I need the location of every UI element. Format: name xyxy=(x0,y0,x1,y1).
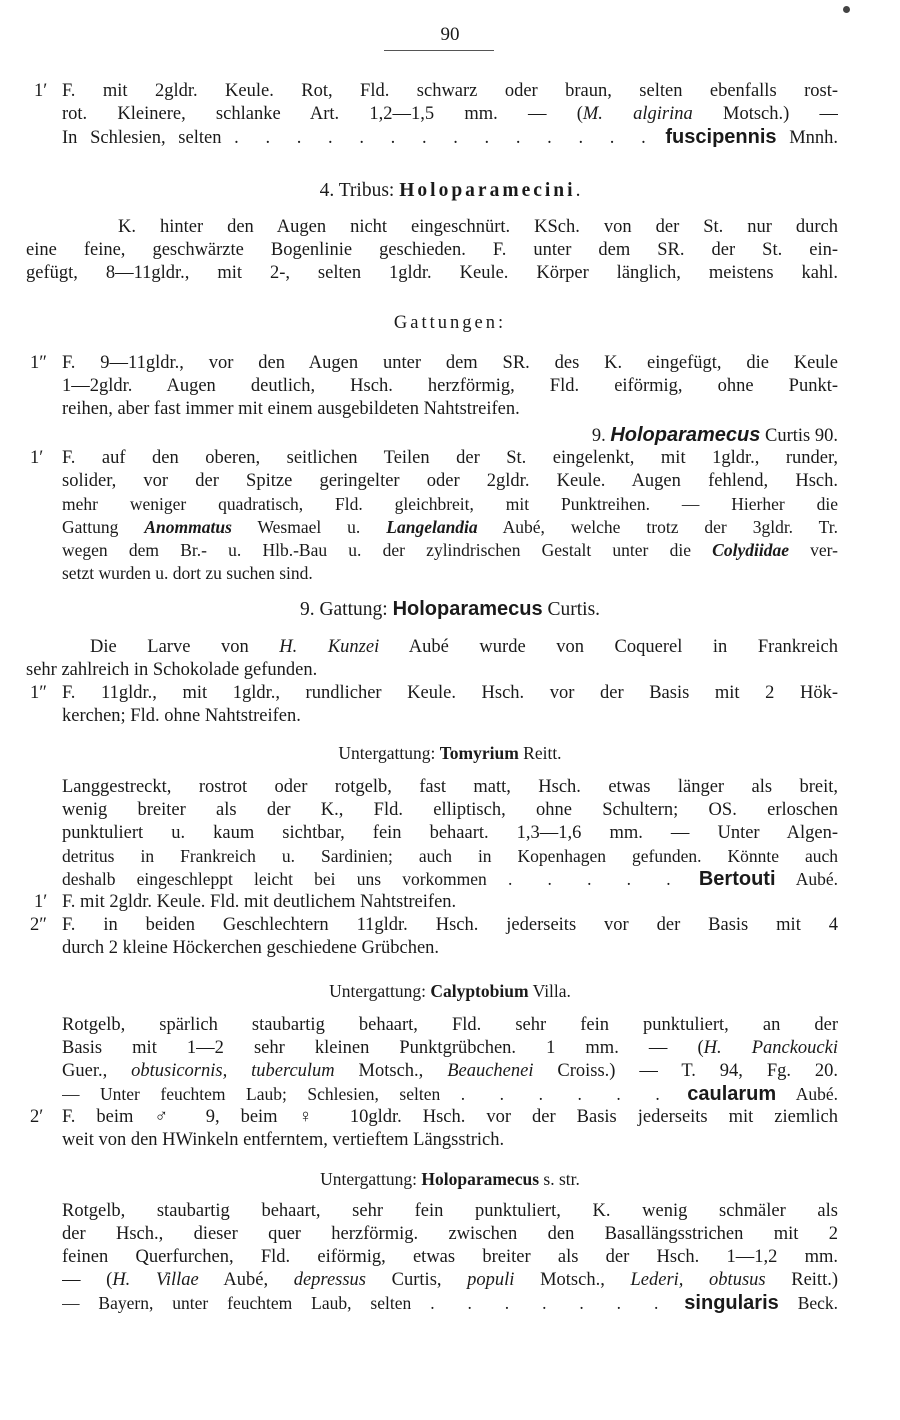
subgenus-heading: Untergattung: Tomyrium Reitt. xyxy=(338,743,562,763)
text-line: Rotgelb, staubartig behaart, sehr fein punktuliert, K. wenig schmäler als xyxy=(62,1201,838,1221)
key-marker: 2′ xyxy=(30,1107,44,1127)
text-line: Guer., obtusicornis, tuberculum Motsch., Beauchenei Croiss.) — T. 94, Fg. 20. xyxy=(62,1061,838,1081)
text-line: reihen, aber fast immer mit einem ausgebildeten Nahtstreifen. xyxy=(62,399,520,419)
ink-speck xyxy=(843,6,850,13)
text-line: Langgestreckt, rostrot oder rotgelb, fast matt, Hsch. etwas länger als breit, xyxy=(62,777,838,797)
key-marker: 1″ xyxy=(30,683,47,703)
text-line: setzt wurden u. dort zu suchen sind. xyxy=(62,563,313,583)
subgenus-heading: Untergattung: Holoparamecus s. str. xyxy=(320,1169,580,1189)
species-name: fuscipennis xyxy=(665,126,777,148)
text-line: F. mit 2gldr. Keule. Rot, Fld. schwarz oder braun, selten ebenfalls rost- xyxy=(62,81,838,101)
text-line: punktuliert u. kaum sichtbar, fein behaart. 1,3—1,6 mm. — Unter Algen- xyxy=(62,823,838,843)
text-line: F. 11gldr., mit 1gldr., rundlicher Keule. Hsch. vor der Basis mit 2 Hök- xyxy=(62,683,838,703)
species-name: Bertouti xyxy=(698,868,776,890)
text-line: K. hinter den Augen nicht eingeschnürt. KSch. von der St. nur durch xyxy=(118,217,838,237)
text-line: F. beim ♂ 9, beim ♀ 10gldr. Hsch. vor der Basis jederseits mit ziemlich xyxy=(62,1107,838,1127)
species-line: — Unter feuchtem Laub; Schlesien, selten . . . . . . caularum Aubé. xyxy=(62,1083,838,1105)
key-marker: 2″ xyxy=(30,915,47,935)
text-line: durch 2 kleine Höckerchen geschiedene Grübchen. xyxy=(62,938,440,958)
species-line: deshalb eingeschleppt leicht bei uns vorkommen . . . . . Bertouti Aubé. xyxy=(62,868,838,890)
text-line: Gattung Anommatus Wesmael u. Langelandia Aubé, welche trotz der 3gldr. Tr. xyxy=(62,517,838,537)
text-line: Basis mit 1—2 sehr kleinen Punktgrübchen. 1 mm. — (H. Panckoucki xyxy=(62,1038,838,1058)
text-line: rot. Kleinere, schlanke Art. 1,2—1,5 mm. — (M. algirina Motsch.) — xyxy=(62,104,838,124)
key-marker: 1′ xyxy=(34,892,48,912)
species-name: caularum xyxy=(687,1083,777,1105)
text-line: eine feine, geschwärzte Bogenlinie geschieden. F. unter dem SR. der St. ein- xyxy=(26,240,838,260)
text-line: — (H. Villae Aubé, depressus Curtis, populi Motsch., Lederi, obtusus Reitt.) xyxy=(62,1270,838,1290)
text-line: Die Larve von H. Kunzei Aubé wurde von Coquerel in Frankreich xyxy=(90,637,838,657)
key-marker: 1″ xyxy=(30,353,47,373)
text-line: F. in beiden Geschlechtern 11gldr. Hsch. jederseits vor der Basis mit 4 xyxy=(62,915,838,935)
text-line: feinen Querfurchen, Fld. eiförmig, etwas breiter als der Hsch. 1—1,2 mm. xyxy=(62,1247,838,1267)
page-number: 90 xyxy=(440,24,460,45)
page-number-rule xyxy=(384,50,494,51)
text-line: gefügt, 8—11gldr., mit 2-, selten 1gldr. Keule. Körper länglich, meistens kahl. xyxy=(26,263,838,283)
genus-reference: 9. Holoparamecus Curtis 90. xyxy=(591,424,838,446)
gattung-heading: 9. Gattung: Holoparamecus Curtis. xyxy=(299,598,601,620)
subgenus-heading: Untergattung: Calyptobium Villa. xyxy=(329,981,571,1001)
gattungen-heading: Gattungen: xyxy=(393,313,507,333)
text-line: sehr zahlreich in Schokolade gefunden. xyxy=(26,660,318,680)
text-line: weit von den HWinkeln entferntem, vertieftem Längsstrich. xyxy=(62,1130,505,1150)
key-marker: 1′ xyxy=(30,448,44,468)
species-name: singularis xyxy=(684,1292,779,1314)
text-line: kerchen; Fld. ohne Nahtstreifen. xyxy=(62,706,301,726)
text-line: mehr weniger quadratisch, Fld. gleichbreit, mit Punktreihen. — Hierher die xyxy=(62,494,838,514)
text-line: F. mit 2gldr. Keule. Fld. mit deutlichem Nahtstreifen. xyxy=(62,892,457,912)
text-line: wenig breiter als der K., Fld. elliptisch, ohne Schultern; OS. erloschen xyxy=(62,800,838,820)
text-line: F. 9—11gldr., vor den Augen unter dem SR. des K. eingefügt, die Keule xyxy=(62,353,838,373)
text-line: detritus in Frankreich u. Sardinien; auch in Kopenhagen gefunden. Könnte auch xyxy=(62,846,838,866)
text-line: 1—2gldr. Augen deutlich, Hsch. herzförmig, Fld. eiförmig, ohne Punkt- xyxy=(62,376,838,396)
species-line: In Schlesien, selten . . . . . . . . . . . . . . fuscipennis Mnnh. xyxy=(62,126,838,148)
species-line: — Bayern, unter feuchtem Laub, selten . . . . . . . singularis Beck. xyxy=(62,1292,838,1314)
text-line: Rotgelb, spärlich staubartig behaart, Fld. sehr fein punktuliert, an der xyxy=(62,1015,838,1035)
key-marker: 1′ xyxy=(34,81,48,101)
text-line: wegen dem Br.- u. Hlb.-Bau u. der zylindrischen Gestalt unter die Colydiidae ver- xyxy=(62,540,838,560)
tribus-heading: 4. Tribus: Holoparamecini. xyxy=(319,180,581,201)
genus-name: Holoparamecus xyxy=(610,424,761,446)
text-line: F. auf den oberen, seitlichen Teilen der St. eingelenkt, mit 1gldr., runder, xyxy=(62,448,838,468)
text-line: solider, vor der Spitze geringelter oder 2gldr. Keule. Augen fehlend, Hsch. xyxy=(62,471,838,491)
text-line: der Hsch., dieser quer herzförmig. zwischen den Basallängsstrichen mit 2 xyxy=(62,1224,838,1244)
